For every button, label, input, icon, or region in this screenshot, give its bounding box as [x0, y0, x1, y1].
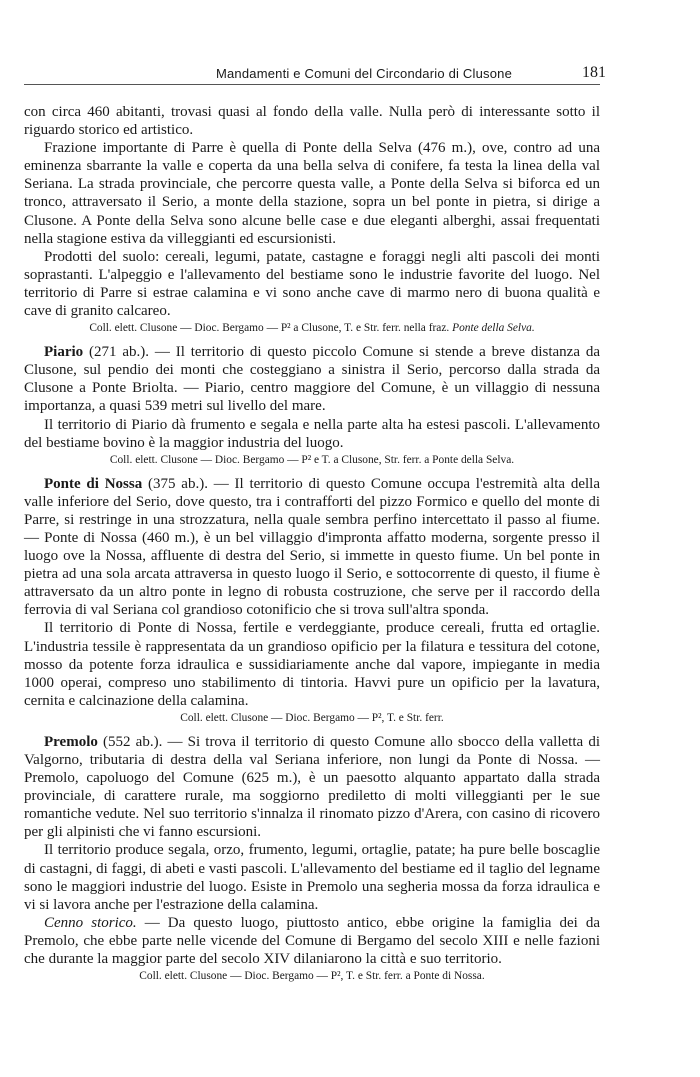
piario-coll-line: Coll. elett. Clusone — Dioc. Bergamo — P² e T. a Clusone, Str. ferr. a Ponte della Selva.	[109, 453, 515, 466]
parre-coll-italic: Ponte della Selva.	[452, 322, 535, 335]
nossa-name: Ponte di Nossa	[44, 475, 143, 492]
page-number: 181	[582, 64, 606, 81]
running-header	[24, 64, 606, 85]
parre-paragraph-1: con circa 460 abitanti, trovasi quasi al fondo della valle. Nulla però di interessante sotto il riguardo storico ed artistico.	[24, 104, 600, 139]
premolo-name: Premolo	[44, 733, 98, 750]
piario-text-1: (271 ab.). — Il territorio di questo piccolo Comune si stende a breve distanza da Clusone, sul pendio dei monti che costeggiano a sinistra il Serio, percorso dalla strada da Clusone a Ponte Briolta. — Piario, centro maggiore del Comune, è un villaggio di nessuna importanza, a quasi 539 metri sul livello del mare.	[24, 344, 600, 415]
nossa-paragraph-1	[24, 475, 600, 620]
parre-paragraph-2: Frazione importante di Parre è quella di Ponte della Selva (476 m.), ove, contro ad una eminenza sbarrante la valle e coperta da una bella selva di conifere, fa testa la linea della val Seriana. La strada provinciale, che percorre questa valle, a Ponte della Selva si biforca ed un tronco, attraversato il Serio, a monte della stazione, sopra un bel ponte in pietra, si dirige a Clusone. A Ponte della Selva sono alcune belle case e due eleganti alberghi, assai frequentati nella stagione estiva da villeggianti ed escursionisti.	[24, 140, 600, 247]
premolo-paragraph-1	[24, 733, 600, 842]
page-body	[24, 103, 600, 991]
nossa-text-1: (375 ab.). — Il territorio di questo Comune occupa l'estremità alta della valle inferiore del Serio, dove questo, tra i contrafforti del pizzo Formico e quello del monte di Parre, si restringe in una strozzatura, nella quale sembra perfino intercettato il passo al fiume. — Ponte di Nossa (460 m.), è un bel villaggio d'impronta affatto moderna, sorgente presso il luogo ove la Nossa, affluente di destra del Serio, si immette in questo fiume. Un bel ponte in pietra ad una sola arcata attraversa in questo luogo il Serio, e sottocorrente di questo, il fiume è attraversato da un altro ponte in legno di robusta costruzione, che serve per il raccordo della ferrovia di val Seriana col grandioso cotonificio che si trova sull'altra sponda.	[24, 475, 600, 619]
piario-paragraph-2: Il territorio di Piario dà frumento e segala e nella parte alta ha estesi pascoli. L'allevamento del bestiame bovino è la maggior industria del luogo.	[24, 416, 600, 451]
piario-name: Piario	[44, 344, 84, 361]
parre-coll-text: Coll. elett. Clusone — Dioc. Bergamo — P² a Clusone, T. e Str. ferr. nella fraz.	[89, 322, 450, 335]
parre-coll-line	[24, 320, 600, 337]
nossa-paragraph-2: Il territorio di Ponte di Nossa, fertile e verdeggiante, produce cereali, frutta ed ortaglie. L'industria tessile è rappresentata da un grandioso opificio per la filatura e tessitura del cotone, mosso da potente forza idraulica e sussidiariamente anche dal vapore, impiegante in media 1000 operai, compreso uno stabilimento di tintoria. Havvi pure un opificio per la lavatura, cernita e calcinazione della calamina.	[24, 620, 600, 709]
premolo-text-1: (552 ab.). — Si trova il territorio di questo Comune allo sbocco della valletta di Valgorno, tributaria di destra della val Seriana inferiore, non lungi da Ponte di Nossa. — Premolo, capoluogo del Comune (625 m.), è un paesotto alquanto appartato dalla strada provinciale, di carattere rurale, ma soggiorno prediletto di molti villeggianti per le sue romantiche vedute. Nel suo territorio s'innalza il rinomato pizzo d'Arera, con casino di ricovero per gli alpinisti che vi fanno escursioni.	[24, 733, 600, 841]
piario-paragraph-1	[24, 343, 600, 415]
premolo-cenno-label: Cenno storico.	[44, 914, 137, 931]
nossa-coll-line: Coll. elett. Clusone — Dioc. Bergamo — P², T. e Str. ferr.	[180, 711, 444, 724]
premolo-coll-line: Coll. elett. Clusone — Dioc. Bergamo — P², T. e Str. ferr. a Ponte di Nossa.	[139, 970, 485, 983]
parre-paragraph-3: Prodotti del suolo: cereali, legumi, patate, castagne e foraggi negli alti pascoli dei monti soprastanti. L'alpeggio e l'allevamento del bestiame sono le industrie favorite del luogo. Nel territorio di Parre si estrae calamina e vi sono anche cave di marmo nero di buona qualità e cave di granito calcareo.	[24, 248, 600, 320]
premolo-text-3: — Da questo luogo, piuttosto antico, ebbe origine la famiglia dei da Premolo, che ebbe parte nelle vicende del Comune di Bergamo del secolo XIII e nelle fazioni che durante la maggior parte del secolo XIV dilaniarono la città e suo territorio.	[24, 914, 600, 968]
premolo-paragraph-2: Il territorio produce segala, orzo, frumento, legumi, ortaglie, patate; ha pure belle boscaglie di castagni, di faggi, di abeti e vasti pascoli. L'allevamento del bestiame ed il taglio del legname sono le maggiori industrie del luogo. Esiste in Premolo una segheria mossa da forza idraulica e vi si lavora anche per l'estrazione della calamina.	[24, 842, 600, 913]
header-title: Mandamenti e Comuni del Circondario di Clusone	[215, 66, 513, 81]
premolo-paragraph-3	[24, 914, 600, 968]
